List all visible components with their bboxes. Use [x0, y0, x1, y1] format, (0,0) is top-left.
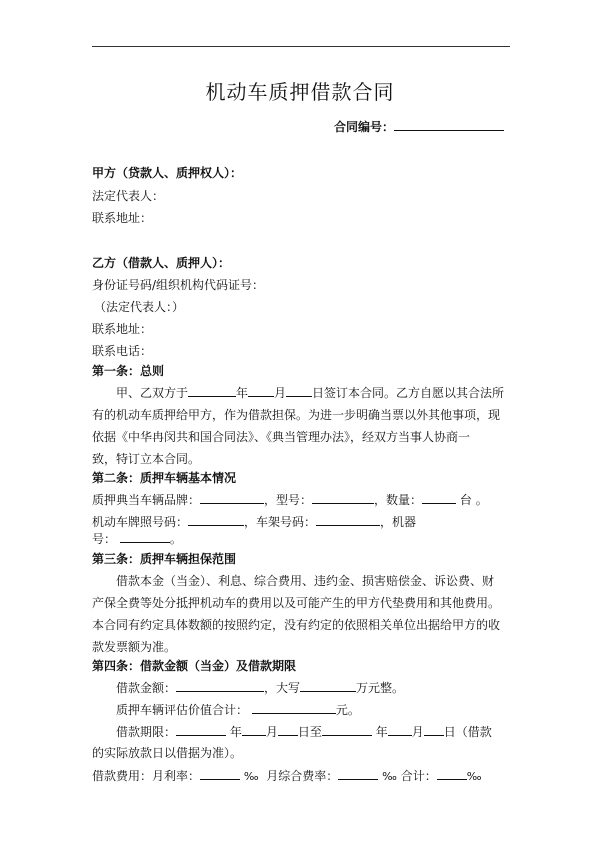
qty-label: ，数量： [374, 493, 423, 507]
qty-unit: 台 [459, 493, 472, 507]
contract-number [334, 118, 504, 135]
article3-line4: 款发票额为准。 [92, 640, 177, 654]
article4-term-line2: 的实际放款日以借据为准）。 [92, 746, 243, 760]
brand-label: 质押典当车辆品牌： [92, 493, 201, 507]
plate-blank[interactable] [188, 514, 244, 526]
article3-line2: 产保全费等处分抵押机动车的费用以及可能产生的甲方代垫费用和其他费用。 [92, 596, 501, 610]
party-b-heading: 乙方（借款人、质押人）： [92, 256, 231, 270]
party-b-id: 身份证号码/组织机构代码证号： [92, 278, 265, 292]
party-a-rep: 法定代表人： [92, 189, 165, 203]
start-year-label: 年 [229, 725, 242, 739]
permille-3: ‰ [466, 770, 482, 783]
line-end-dot: 。 [475, 493, 488, 507]
plate-label: 机动车牌照号码： [92, 515, 189, 529]
start-year-blank[interactable] [176, 724, 226, 736]
total-label: 合计： [400, 769, 437, 783]
party-a-heading: 甲方（贷款人、质押权人）： [92, 166, 243, 180]
frame-blank[interactable] [316, 514, 380, 526]
start-month-label: 月 [265, 725, 278, 739]
article3-line1: 借款本金（当金）、利息、综合费用、违约金、损害赔偿金、诉讼费、财 [116, 574, 495, 588]
engine-label-cont: 号： [92, 532, 117, 546]
wan-label: 万元整。 [356, 681, 405, 695]
brand-blank[interactable] [200, 492, 264, 504]
article2-line3 [92, 531, 182, 547]
party-b-phone: 联系电话： [92, 344, 153, 358]
amount-label: 借款金额： [116, 681, 177, 695]
permille-1: ‰ [243, 770, 259, 783]
end-year-label: 年 [375, 725, 388, 739]
start-day-blank[interactable] [278, 724, 298, 736]
article1-line1 [116, 385, 504, 401]
engine-label: ，机器 [380, 515, 417, 529]
page-title: 机动车质押借款合同 [205, 80, 395, 104]
sign-year-blank[interactable] [188, 385, 236, 397]
article4-term-line [116, 724, 492, 740]
monthly-fee-label: 月综合费率： [266, 769, 339, 783]
total-blank[interactable] [437, 768, 467, 780]
article2-line2 [92, 514, 416, 530]
contract-number-blank[interactable] [394, 119, 504, 131]
party-b-rep: （法定代表人：） [94, 300, 185, 314]
top-rule [92, 46, 510, 47]
article4-valuation-line [116, 702, 360, 718]
end-day-label: 日（借款 [443, 725, 492, 739]
article1-line2: 有的机动车质押给甲方，作为借款担保。为进一步明确当票以外其他事项，现 [92, 408, 501, 422]
capital-label: ，大写 [264, 681, 301, 695]
start-month-blank[interactable] [242, 724, 266, 736]
article1-text-b: 年 [236, 386, 249, 400]
party-a-address: 联系地址： [92, 211, 153, 225]
valuation-blank[interactable] [252, 702, 336, 714]
engine-blank[interactable] [120, 531, 170, 543]
amount-blank[interactable] [176, 680, 264, 692]
permille-2: ‰ [382, 770, 397, 783]
monthly-rate-blank[interactable] [200, 768, 240, 780]
fee-label: 借款费用：月利率： [92, 769, 201, 783]
end-day-blank[interactable] [424, 724, 444, 736]
sign-day-blank[interactable] [286, 385, 312, 397]
yuan-label: 元。 [335, 703, 360, 717]
end-month-blank[interactable] [388, 724, 412, 736]
article4-heading: 第四条：借款金额（当金）及借款期限 [92, 659, 297, 673]
article4-amount-line [116, 680, 404, 696]
end-year-blank[interactable] [322, 724, 372, 736]
model-blank[interactable] [312, 492, 374, 504]
monthly-fee-blank[interactable] [338, 768, 378, 780]
article4-fee-line [92, 768, 481, 785]
capital-blank[interactable] [300, 680, 356, 692]
article1-line3: 依据《中华冉闵共和国合同法》、《典当管理办法》，经双方当事人协商一 [92, 430, 471, 444]
end-month-label: 月 [411, 725, 424, 739]
model-label: ，型号： [264, 493, 313, 507]
contract-number-label: 合同编号： [334, 120, 395, 134]
article1-text-c: 月 [274, 386, 287, 400]
engine-end: 。 [169, 532, 182, 546]
article3-heading: 第三条：质押车辆担保范围 [92, 552, 237, 566]
party-b-address: 联系地址： [92, 322, 153, 336]
term-label: 借款期限： [116, 725, 177, 739]
article2-heading: 第二条：质押车辆基本情况 [92, 471, 237, 485]
article1-text-a: 甲、乙双方于 [116, 386, 189, 400]
article1-heading: 第一条：总则 [92, 364, 165, 378]
article3-line3: 本合同有约定具体数额的按照约定，没有约定的依照相关单位出据给甲方的收 [92, 618, 501, 632]
valuation-label: 质押车辆评估价值合计： [116, 703, 249, 717]
article1-line4: 致，特订立本合同。 [92, 452, 201, 466]
article2-line1 [92, 492, 488, 508]
article1-text-d: 日签订本合同。乙方自愿以其合法所 [312, 386, 505, 400]
qty-blank[interactable] [422, 492, 456, 504]
day-to-label: 日至 [297, 725, 322, 739]
sign-month-blank[interactable] [248, 385, 274, 397]
frame-label: ，车架号码： [244, 515, 317, 529]
